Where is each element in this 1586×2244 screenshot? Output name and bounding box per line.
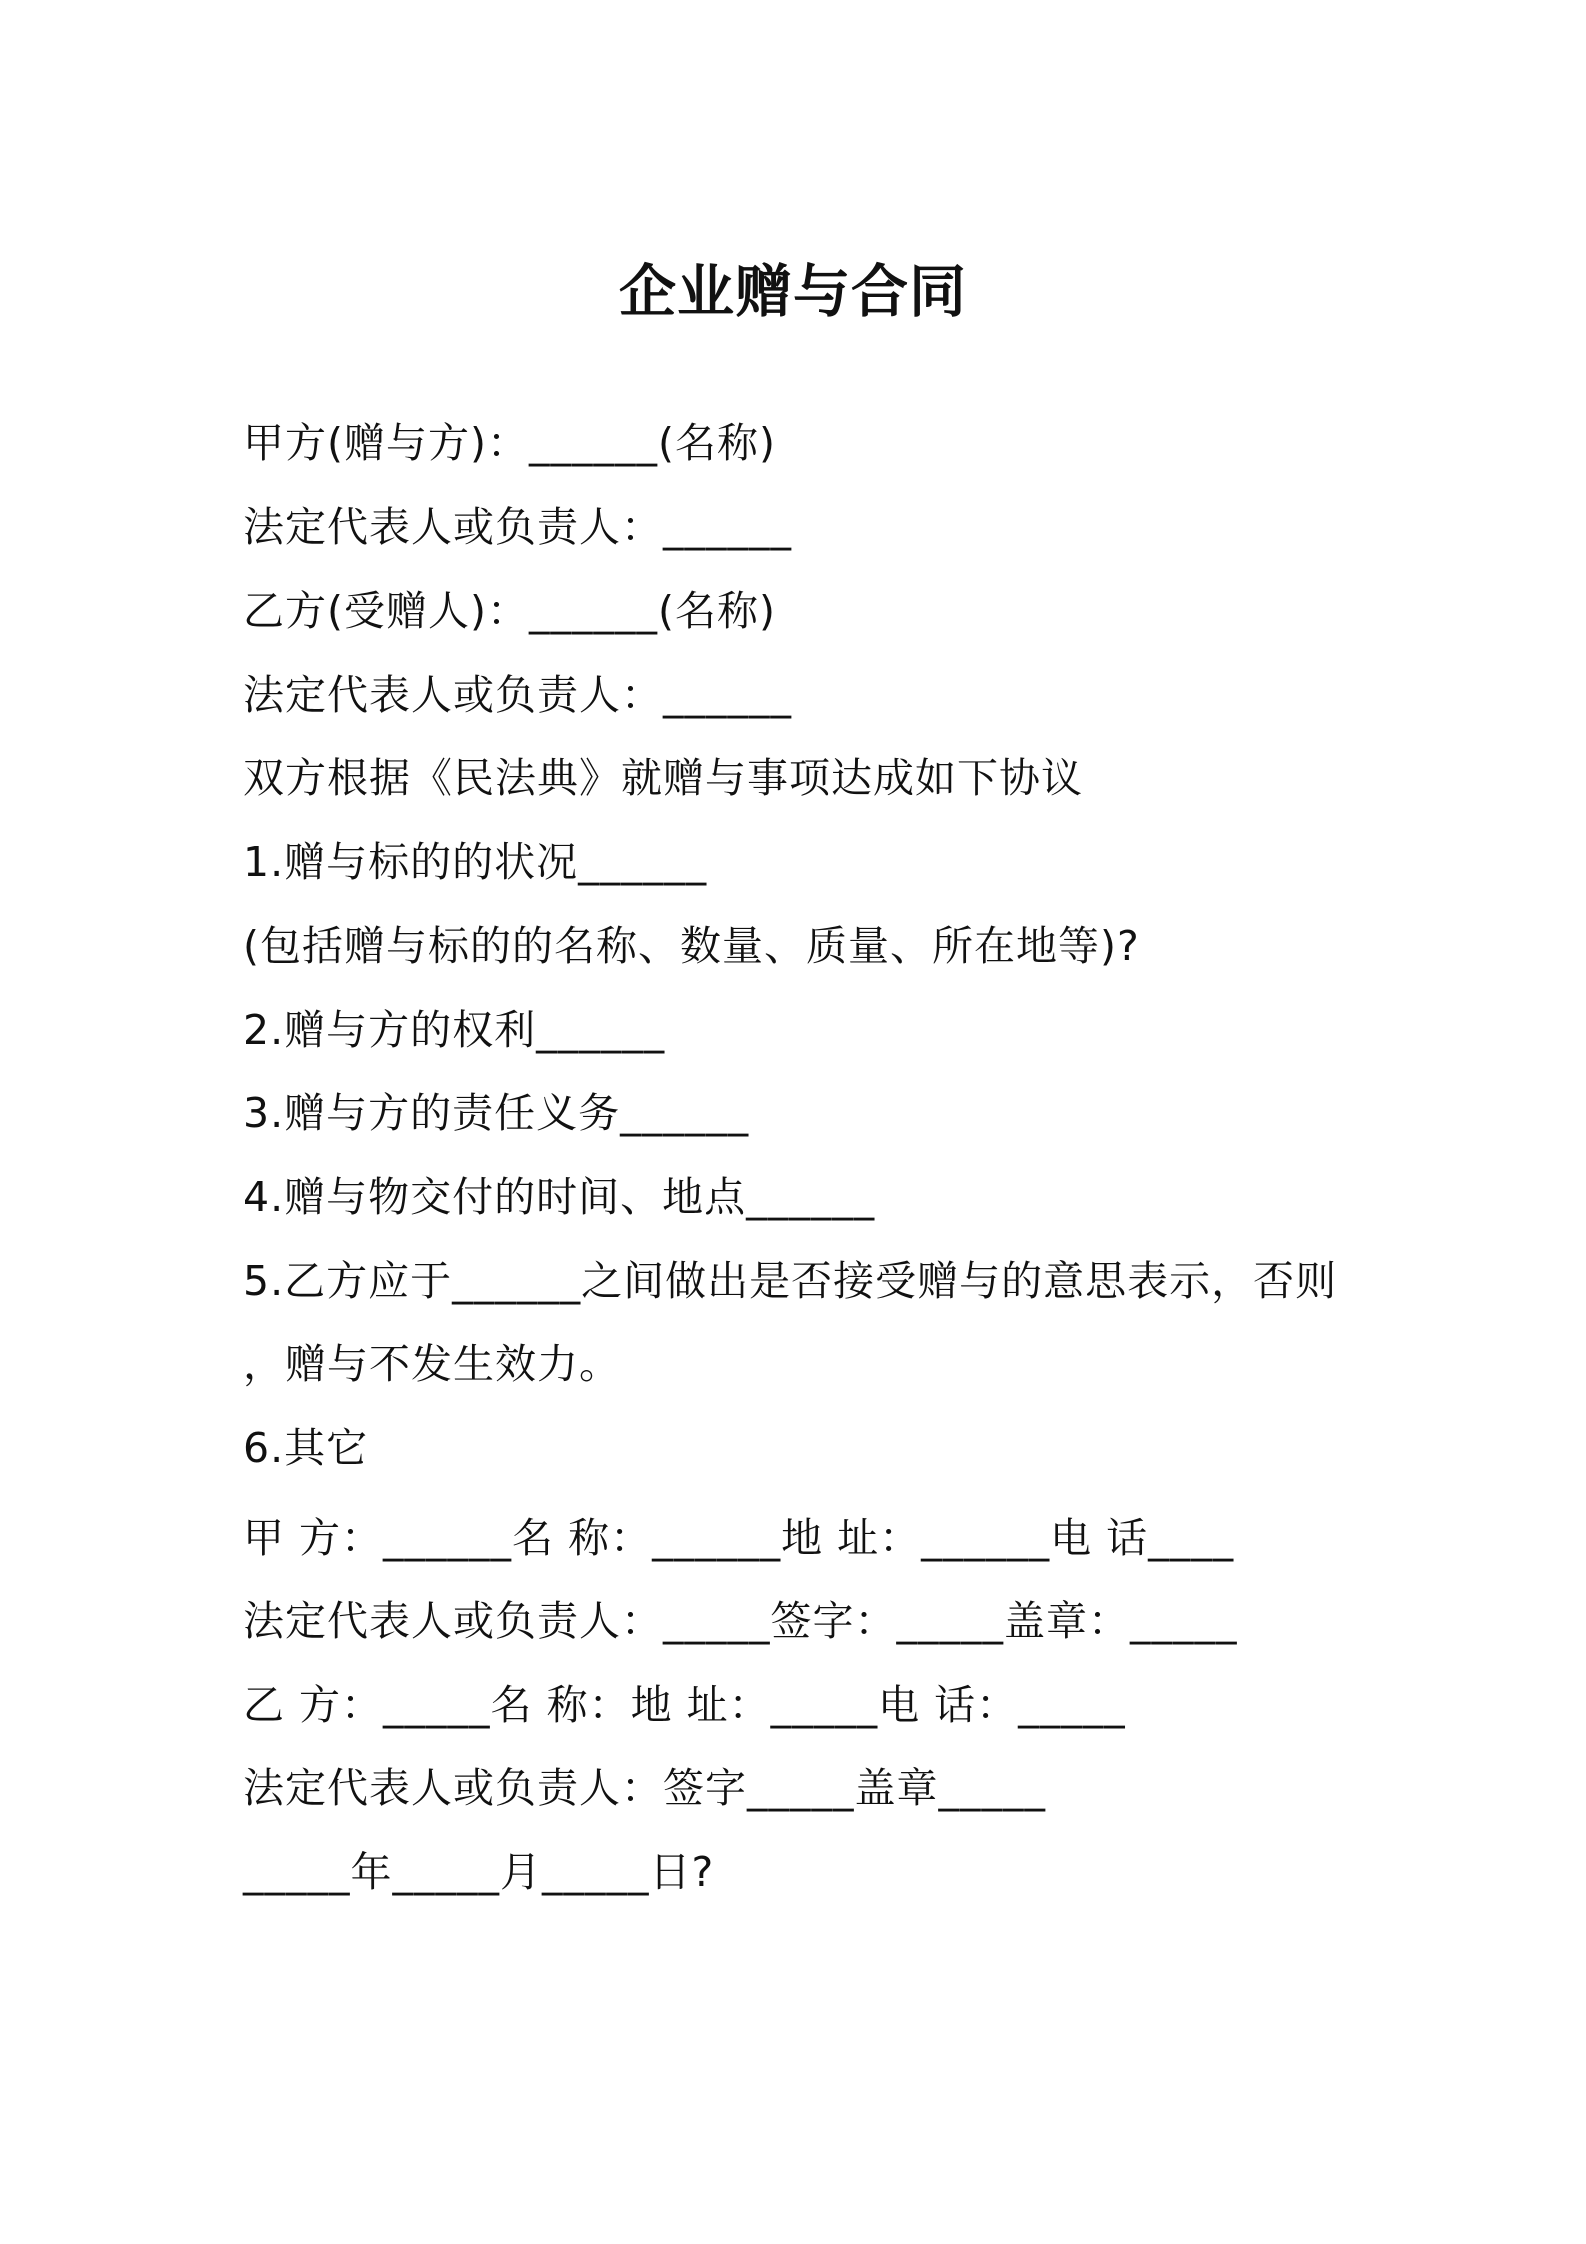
party-a-line: 甲方(赠与方)：______(名称): [243, 419, 776, 467]
clause-2-line: 2.赠与方的权利______: [243, 1006, 666, 1054]
signature-party-b-representative-line: 法定代表人或负责人：签字_____盖章_____: [243, 1764, 1046, 1812]
signature-party-a-representative-line: 法定代表人或负责人：_____签字：_____盖章：_____: [243, 1597, 1238, 1645]
document-title: 企业赠与合同: [619, 259, 967, 325]
party-b-representative-line: 法定代表人或负责人：______: [243, 671, 792, 719]
clause-3-line: 3.赠与方的责任义务______: [243, 1089, 750, 1137]
date-line: _____年_____月_____日?: [243, 1848, 715, 1896]
clause-6-line: 6.其它: [243, 1424, 369, 1472]
clause-4-line: 4.赠与物交付的时间、地点______: [243, 1173, 876, 1221]
agreement-intro-line: 双方根据《民法典》就赠与事项达成如下协议: [243, 754, 1083, 802]
clause-1-note-line: (包括赠与标的的名称、数量、质量、所在地等)?: [243, 922, 1140, 970]
party-a-representative-line: 法定代表人或负责人：______: [243, 503, 792, 551]
signature-party-a-line: 甲 方：______名 称：______地 址：______电 话____: [243, 1514, 1235, 1562]
clause-1-line: 1.赠与标的的状况______: [243, 838, 708, 886]
clause-5-line: 5.乙方应于______之间做出是否接受赠与的意思表示，否则: [243, 1257, 1338, 1305]
clause-5-continuation-line: ，赠与不发生效力。: [243, 1340, 621, 1388]
party-b-line: 乙方(受赠人)：______(名称): [243, 587, 776, 635]
signature-party-b-line: 乙 方：_____名 称：地 址：_____电 话：_____: [243, 1681, 1126, 1729]
